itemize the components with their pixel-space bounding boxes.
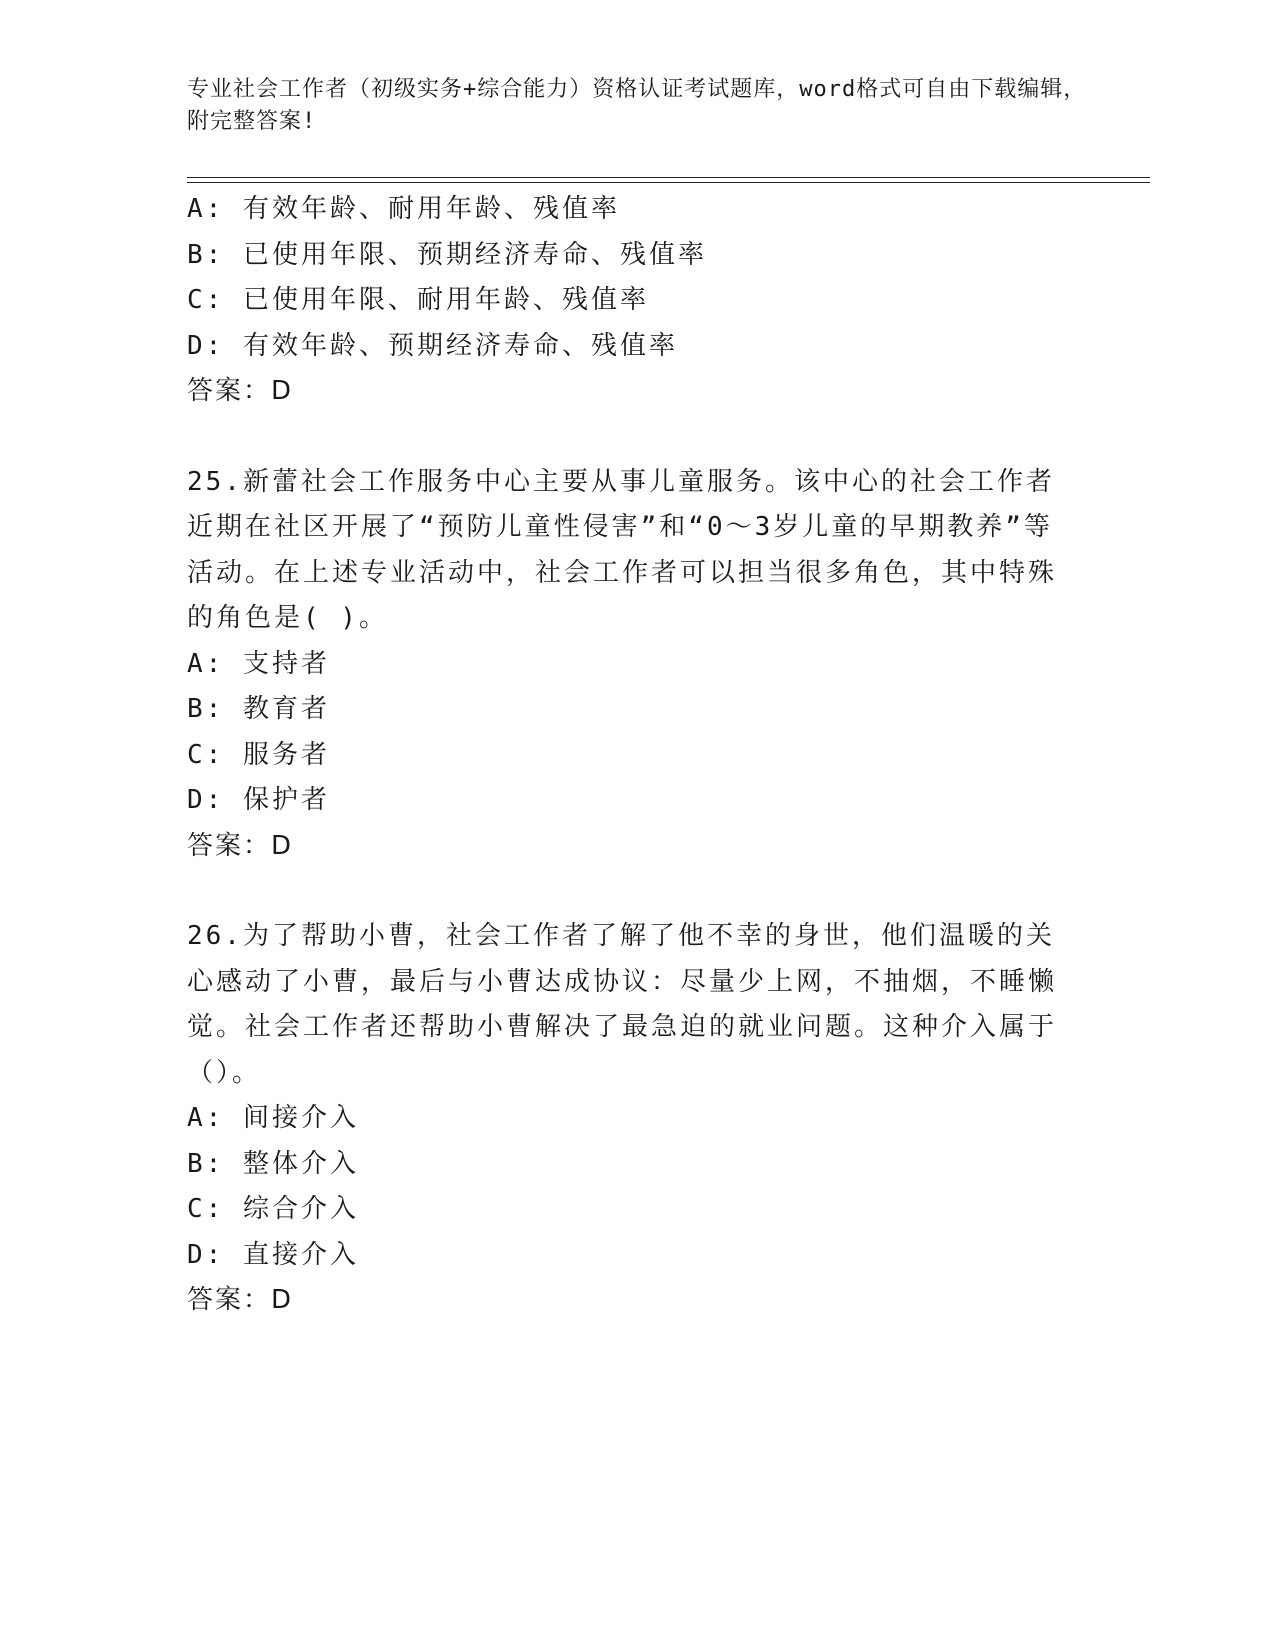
option-b: B: 教育者 [187,694,330,724]
spacer [187,869,1067,914]
question-block-26 [187,914,1067,1324]
option-b: B: 已使用年限、预期经济寿命、残值率 [187,239,707,270]
header-rule-bottom [187,182,1150,183]
question-block-prev [187,187,1067,415]
spacer [187,415,1067,460]
option-a: A: 有效年龄、耐用年龄、残值率 [187,194,620,224]
document-header: 专业社会工作者（初级实务+综合能力）资格认证考试题库，word格式可自由下载编辑，附完整答案! [187,77,1087,134]
option-c: C: 已使用年限、耐用年龄、残值率 [187,285,649,315]
option-d: D: 有效年龄、预期经济寿命、残值率 [187,330,678,361]
option-d: D: 直接介入 [187,1239,359,1270]
question-stem: 26.为了帮助小曹，社会工作者了解了他不幸的身世，他们温暖的关心感动了小曹，最后与小曹达成协议：尽量少上网，不抽烟，不睡懒觉。社会工作者还帮助小曹解决了最急迫的就业问题。这种介入属于（）。 [187,921,1058,1088]
option-d: D: 保护者 [187,785,330,815]
question-stem: 25.新蕾社会工作服务中心主要从事儿童服务。该中心的社会工作者近期在社区开展了“预防儿童性侵害”和“0～3岁儿童的早期教养”等活动。在上述专业活动中，社会工作者可以担当很多角色，其中特殊的角色是( )。 [187,466,1058,633]
option-a: A: 间接介入 [187,1103,359,1133]
answer-line: 答案：D [187,830,294,861]
question-block-25 [187,460,1067,870]
answer-line: 答案：D [187,376,294,406]
header-rule-top [187,177,1150,178]
question-list [187,187,1067,1324]
option-b: B: 整体介入 [187,1148,359,1179]
option-c: C: 综合介入 [187,1194,359,1224]
option-c: C: 服务者 [187,739,330,770]
option-a: A: 支持者 [187,648,330,679]
answer-line: 答案：D [187,1285,294,1315]
